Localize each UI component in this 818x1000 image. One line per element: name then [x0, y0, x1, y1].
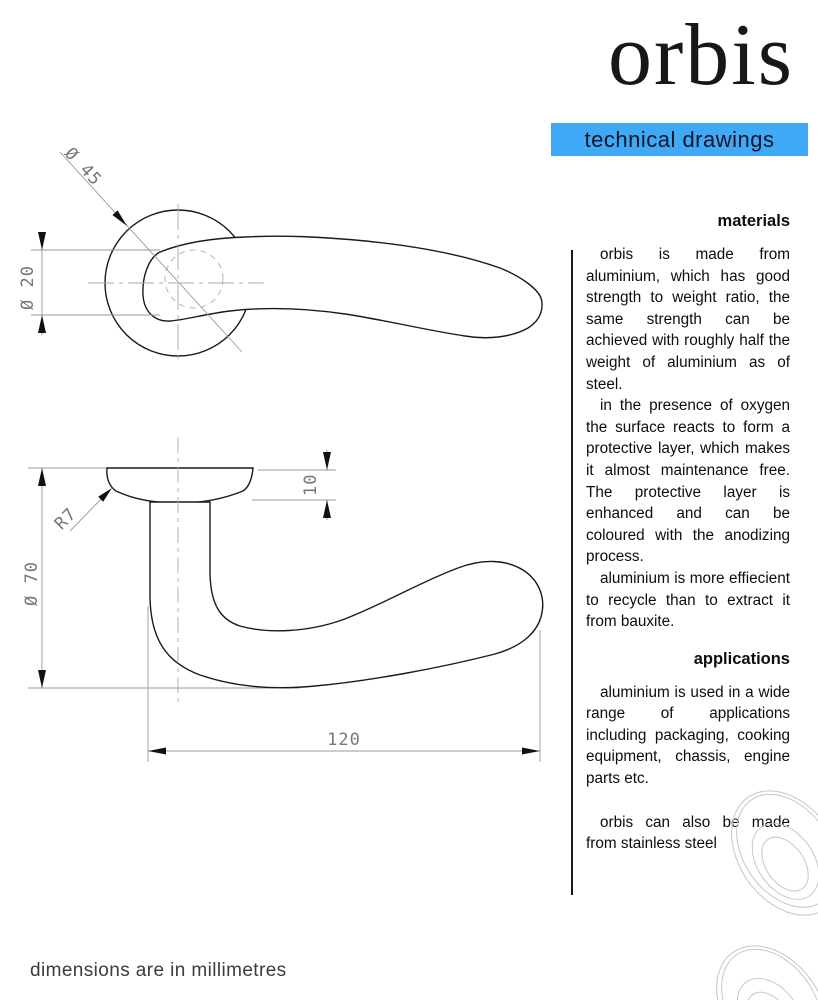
top-view-drawing	[18, 144, 542, 362]
dim-label-corner-radius: R7	[50, 504, 81, 535]
dim-label-rose-diameter: Ø 45	[60, 143, 106, 191]
dim-arrow	[38, 232, 46, 250]
tagline-banner	[551, 123, 808, 156]
dim-label-grip-diameter: Ø 20	[18, 265, 38, 310]
materials-paragraph: orbis is made from aluminium, which has good strength to weight ratio, the same strength can be achieved with roughly half the weight of aluminium as of steel.	[586, 246, 790, 393]
materials-paragraph: aluminium is more effiecient to recycle than to extract it from bauxite.	[586, 569, 790, 631]
side-view-drawing	[22, 437, 543, 762]
rosette-graphic	[709, 770, 818, 936]
materials-paragraph: in the presence of oxygen the surface reacts to form a protective layer, which makes it almost maintenance free. The protective layer is enhanced and can be coloured with the anodizing process.	[586, 397, 790, 566]
dim-arrow	[323, 452, 331, 470]
rosette-decoration	[668, 770, 818, 1000]
materials-heading: materials	[717, 212, 790, 230]
tagline-text: technical drawings	[584, 126, 775, 152]
info-column	[586, 212, 790, 855]
dim-arrow	[148, 748, 166, 755]
dim-arrow	[323, 500, 331, 518]
rosette-graphic	[694, 925, 818, 1000]
lever-side-view	[150, 502, 543, 688]
units-note: dimensions are in millimetres	[30, 960, 287, 981]
rose-side-view	[107, 468, 253, 503]
dim-arrow	[522, 748, 540, 755]
applications-heading: applications	[693, 649, 790, 668]
dim-arrow	[38, 315, 46, 333]
brand-logo: orbis	[608, 7, 794, 104]
dim-arrow	[38, 468, 46, 486]
column-divider	[571, 250, 573, 895]
dim-label-lever-length: 120	[327, 730, 361, 750]
dim-arrow	[112, 210, 127, 226]
dim-label-overall-diameter: Ø 70	[22, 561, 42, 606]
dim-label-rose-thickness: 10	[301, 473, 321, 496]
applications-paragraph: orbis can also be made from stainless steel	[586, 813, 790, 853]
dim-arrow	[38, 670, 46, 688]
applications-paragraph: aluminium is used in a wide range of applications including packaging, cooking equipment, chassis, engine parts etc.	[586, 683, 790, 788]
